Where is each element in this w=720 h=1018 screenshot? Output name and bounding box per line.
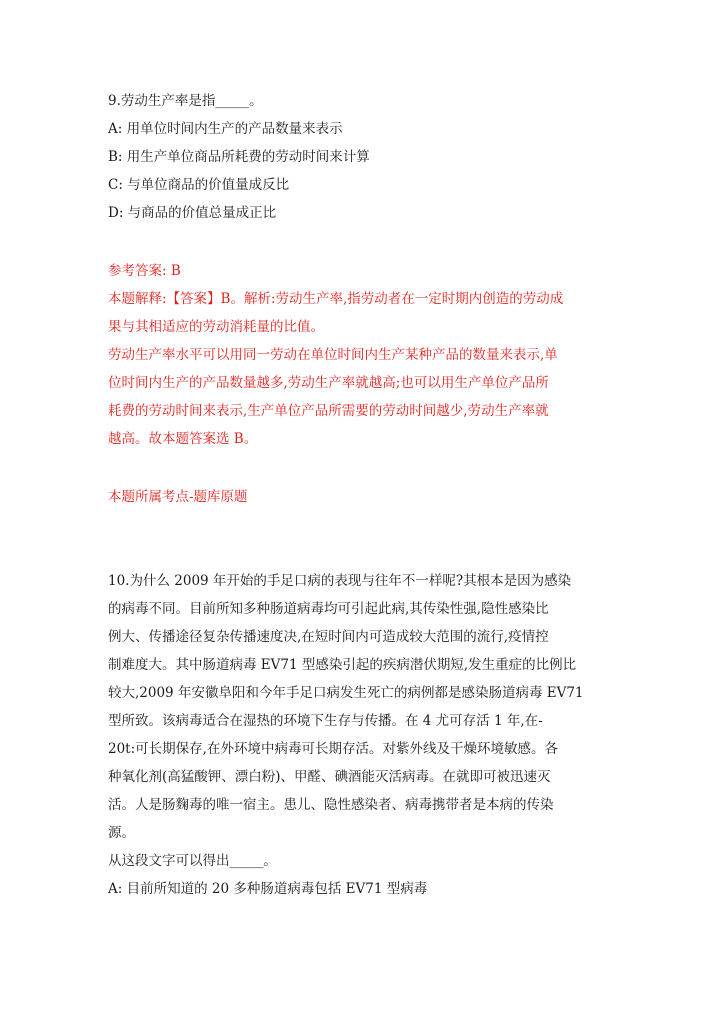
question-9-stem: 9.劳动生产率是指_____。 [108, 93, 263, 109]
question-10-passage-line: 制难度大。其中肠道病毒 EV71 型感染引起的疾病潜伏期短,发生重症的比例比 [108, 657, 577, 673]
question-9-option-d: D: 与商品的价值总量成正比 [108, 205, 277, 221]
question-9-explanation-line: 本题解释:【答案】B。解析:劳动生产率,指劳动者在一定时期内创造的劳动成 [108, 291, 564, 307]
question-9-option-c: C: 与单位商品的价值量成反比 [108, 177, 290, 193]
question-9-explanation-line: 耗费的劳动时间来表示,生产单位产品所需要的劳动时间越少,劳动生产率就 [108, 403, 549, 419]
question-10-passage-line: 20t:可长期保存,在外环境中病毒可长期存活。对紫外线及干燥环境敏感。各 [108, 741, 558, 757]
question-10-passage-line: 型所致。该病毒适合在湿热的环境下生存与传播。在 4 尤可存活 1 年,在- [108, 713, 543, 729]
question-10-stem: 从这段文字可以得出_____。 [108, 853, 277, 869]
question-9-explanation-line: 果与其相适应的劳动消耗量的比值。 [108, 319, 324, 335]
question-10-passage-line: 活。人是肠麴毒的唯一宿主。患儿、隐性感染者、病毒携带者是本病的传染 [108, 797, 554, 813]
question-9-option-a: A: 用单位时间内生产的产品数量来表示 [108, 121, 343, 137]
question-9-category: 本题所属考点-题库原题 [108, 489, 248, 505]
question-10-option-a: A: 目前所知道的 20 多种肠道病毒包括 EV71 型病毒 [108, 881, 428, 897]
question-9-explanation-line: 越高。故本题答案选 B。 [108, 431, 258, 447]
question-9-explanation-line: 劳动生产率水平可以用同一劳动在单位时间内生产某种产品的数量来表示,单 [108, 347, 558, 363]
question-10-passage-line: 的病毒不同。目前所知多种肠道病毒均可引起此病,其传染性强,隐性感染比 [108, 601, 549, 617]
question-10-passage-line: 较大,2009 年安徽阜阳和今年手足口病发生死亡的病例都是感染肠道病毒 EV71 [108, 685, 584, 701]
question-9-option-b: B: 用生产单位商品所耗费的劳动时间来计算 [108, 149, 370, 165]
question-9-answer: 参考答案: B [108, 263, 181, 279]
question-10-passage-line: 源。 [108, 825, 135, 841]
question-10-passage-line: 例大、传播途径复杂传播速度决,在短时间内可造成较大范围的流行,疫情控 [108, 629, 549, 645]
question-9-explanation-line: 位时间内生产的产品数量越多,劳动生产率就越高;也可以用生产单位产品所 [108, 375, 549, 391]
question-10-passage-line: 种氧化剂(高猛酸钾、漂白粉)、甲醛、碘酒能灭活病毒。在就即可被迅速灭 [108, 769, 551, 785]
question-10-passage-line: 10.为什么 2009 年开始的手足口病的表现与往年不一样呢?其根本是因为感染 [108, 573, 572, 589]
